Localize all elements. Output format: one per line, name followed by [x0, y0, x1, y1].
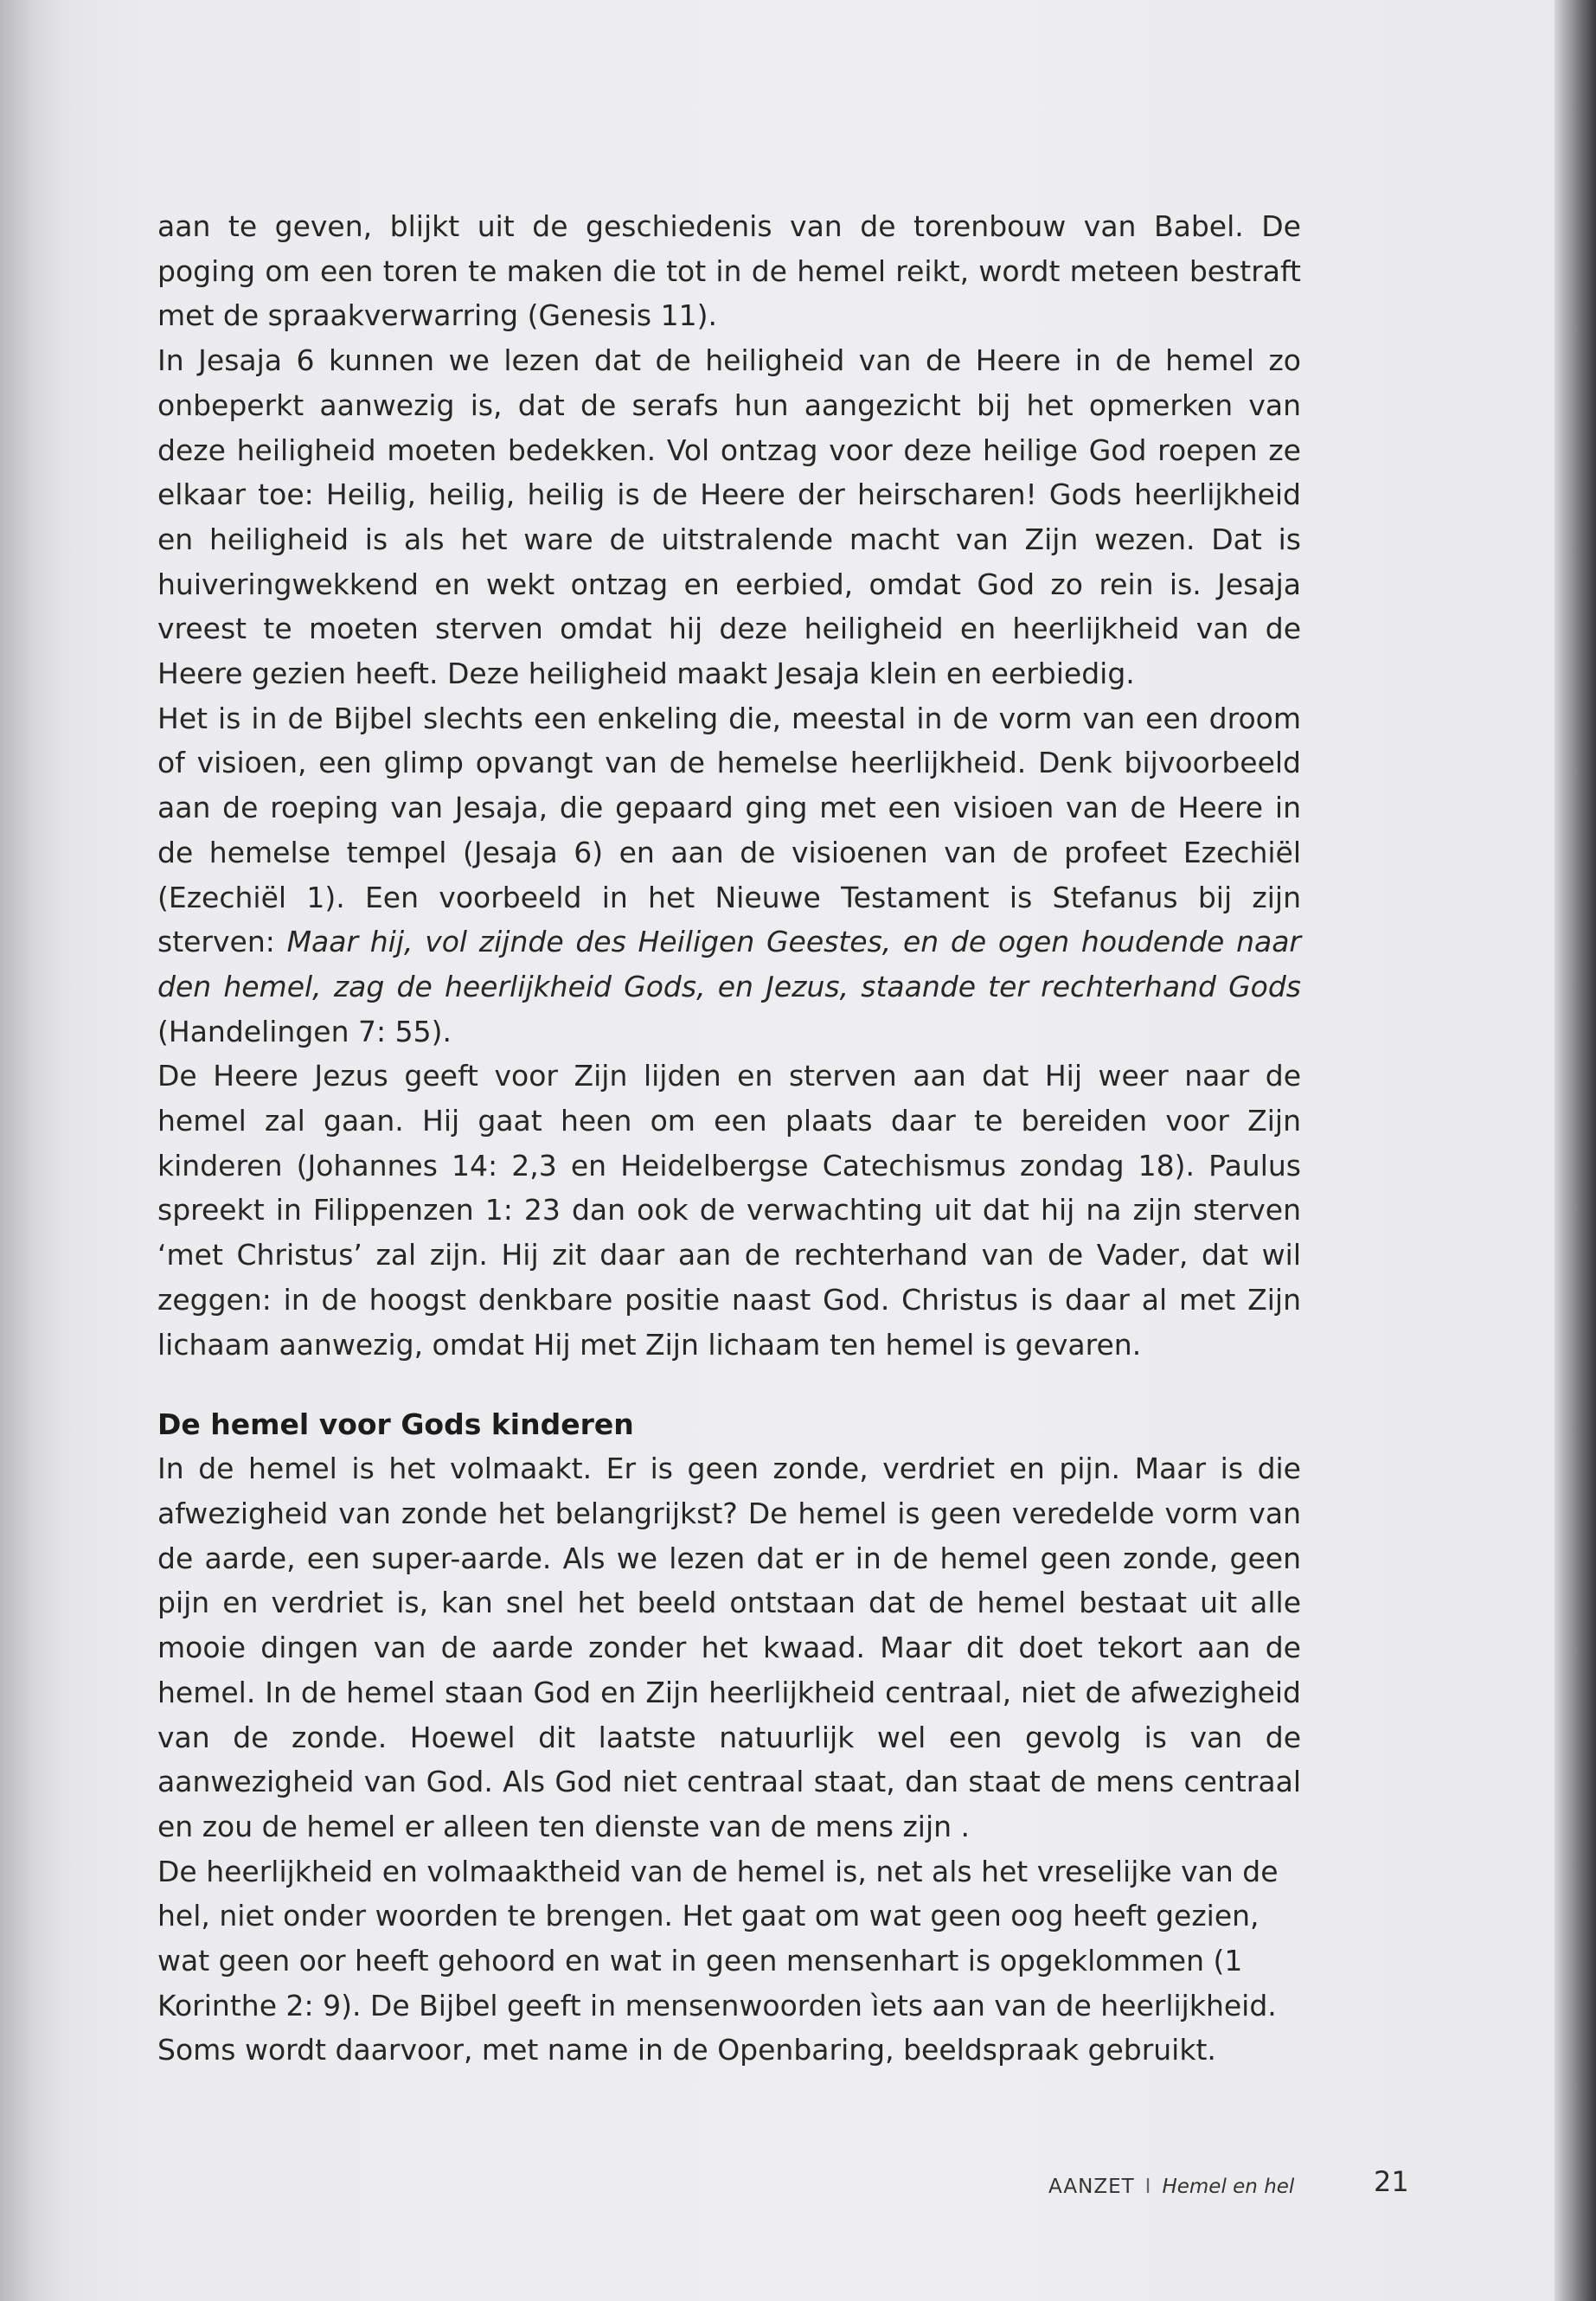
quote-reference: (Handelingen 7: 55).: [157, 1014, 452, 1048]
footer-series: AANZET: [1048, 2176, 1135, 2198]
body-text: [157, 204, 1301, 2073]
paragraph-visioenen-text: Het is in de Bijbel slechts een enkeling die, meestal in de vorm van een droom of visioen, een glimp opvangt van de hemelse heerlijkheid. Denk bijvoorbeeld aan de roeping van Jesaja, die gepaard ging met een visioen van de Heere in de hemelse tempel (Jesaja 6) en aan de visioenen van de profeet Ezechiël (Ezechiël 1). Een voorbeeld in het Nieuwe Testament is Stefanus bij zijn sterven:: [157, 701, 1301, 959]
section-heading: De hemel voor Gods kinderen: [157, 1407, 634, 1442]
binding-shadow: [0, 0, 61, 2301]
paragraph-jesaja: In Jesaja 6 kunnen we lezen dat de heiligheid van de Heere in de hemel zo onbeperkt aanwezig is, dat de serafs hun aangezicht bij het opmerken van deze heiligheid moeten bedekken. Vol ontzag voor deze heilige God roepen ze elkaar toe: Heilig, heilig, heilig is de Heere der heirscharen! Gods heerlijkheid en heiligheid is als het ware de uitstralende macht van Zijn wezen. Dat is huiveringwekkend en wekt ontzag en eerbied, omdat God zo rein is. Jesaja vreest te moeten sterven omdat hij deze heiligheid en heerlijkheid van de Heere gezien heeft. Deze heiligheid maakt Jesaja klein en eerbiedig.: [157, 343, 1301, 691]
paragraph-babel: aan te geven, blijkt uit de geschiedenis van de torenbouw van Babel. De poging om een toren te maken die tot in de hemel reikt, wordt meteen bestraft met de spraakverwarring (Genesis 11).: [157, 209, 1301, 333]
page-number: 21: [1374, 2165, 1409, 2198]
running-footer: [1048, 2170, 1294, 2204]
stefanus-quote: Maar hij, vol zijnde des Heiligen Geestes, en de ogen houdende naar den hemel, zag de heerlijkheid Gods, en Jezus, staande ter rechterhand Gods: [157, 925, 1301, 1003]
footer-separator: I: [1144, 2176, 1152, 2198]
paragraph-visioenen: [157, 696, 1301, 1054]
paragraph-heerlijkheid: De heerlijkheid en volmaaktheid van de hemel is, net als het vreselijke van de hel, niet onder woorden te brengen. Het gaat om wat geen oog heeft gezien, wat geen oor heeft gehoord en wat in geen mensenhart is opgeklommen (1 Korinthe 2: 9). De Bijbel geeft in mensenwoorden ìets aan van de heerlijkheid. Soms wordt daarvoor, met name in de Openbaring, beeldspraak gebruikt.: [157, 1854, 1279, 2067]
page-edge: [1554, 0, 1596, 2301]
footer-subtitle: Hemel en hel: [1162, 2176, 1295, 2198]
paragraph-hemelvaart: De Heere Jezus geeft voor Zijn lijden en sterven aan dat Hij weer naar de hemel zal gaan. Hij gaat heen om een plaats daar te bereiden voor Zijn kinderen (Johannes 14: 2,3 en Heidelbergse Catechismus zondag 18). Paulus spreekt in Filippenzen 1: 23 dan ook de verwachting uit dat hij na zijn sterven ‘met Christus’ zal zijn. Hij zit daar aan de rechterhand van de Vader, dat wil zeggen: in de hoogst denkbare positie naast God. Christus is daar al met Zijn lichaam aanwezig, omdat Hij met Zijn lichaam ten hemel is gevaren.: [157, 1059, 1301, 1362]
paragraph-volmaakt: In de hemel is het volmaakt. Er is geen zonde, verdriet en pijn. Maar is die afwezigheid van zonde het belangrijkst? De hemel is geen veredelde vorm van de aarde, een super-aarde. Als we lezen dat er in de hemel geen zonde, geen pijn en verdriet is, kan snel het beeld ontstaan dat de hemel bestaat uit alle mooie dingen van de aarde zonder het kwaad. Maar dit doet tekort aan de hemel. In de hemel staan God en Zijn heerlijkheid centraal, niet de afwezigheid van de zonde. Hoewel dit laatste natuurlijk wel een gevolg is van de aanwezigheid van God. Als God niet centraal staat, dan staat de mens centraal en zou de hemel er alleen ten dienste van de mens zijn .: [157, 1452, 1301, 1843]
